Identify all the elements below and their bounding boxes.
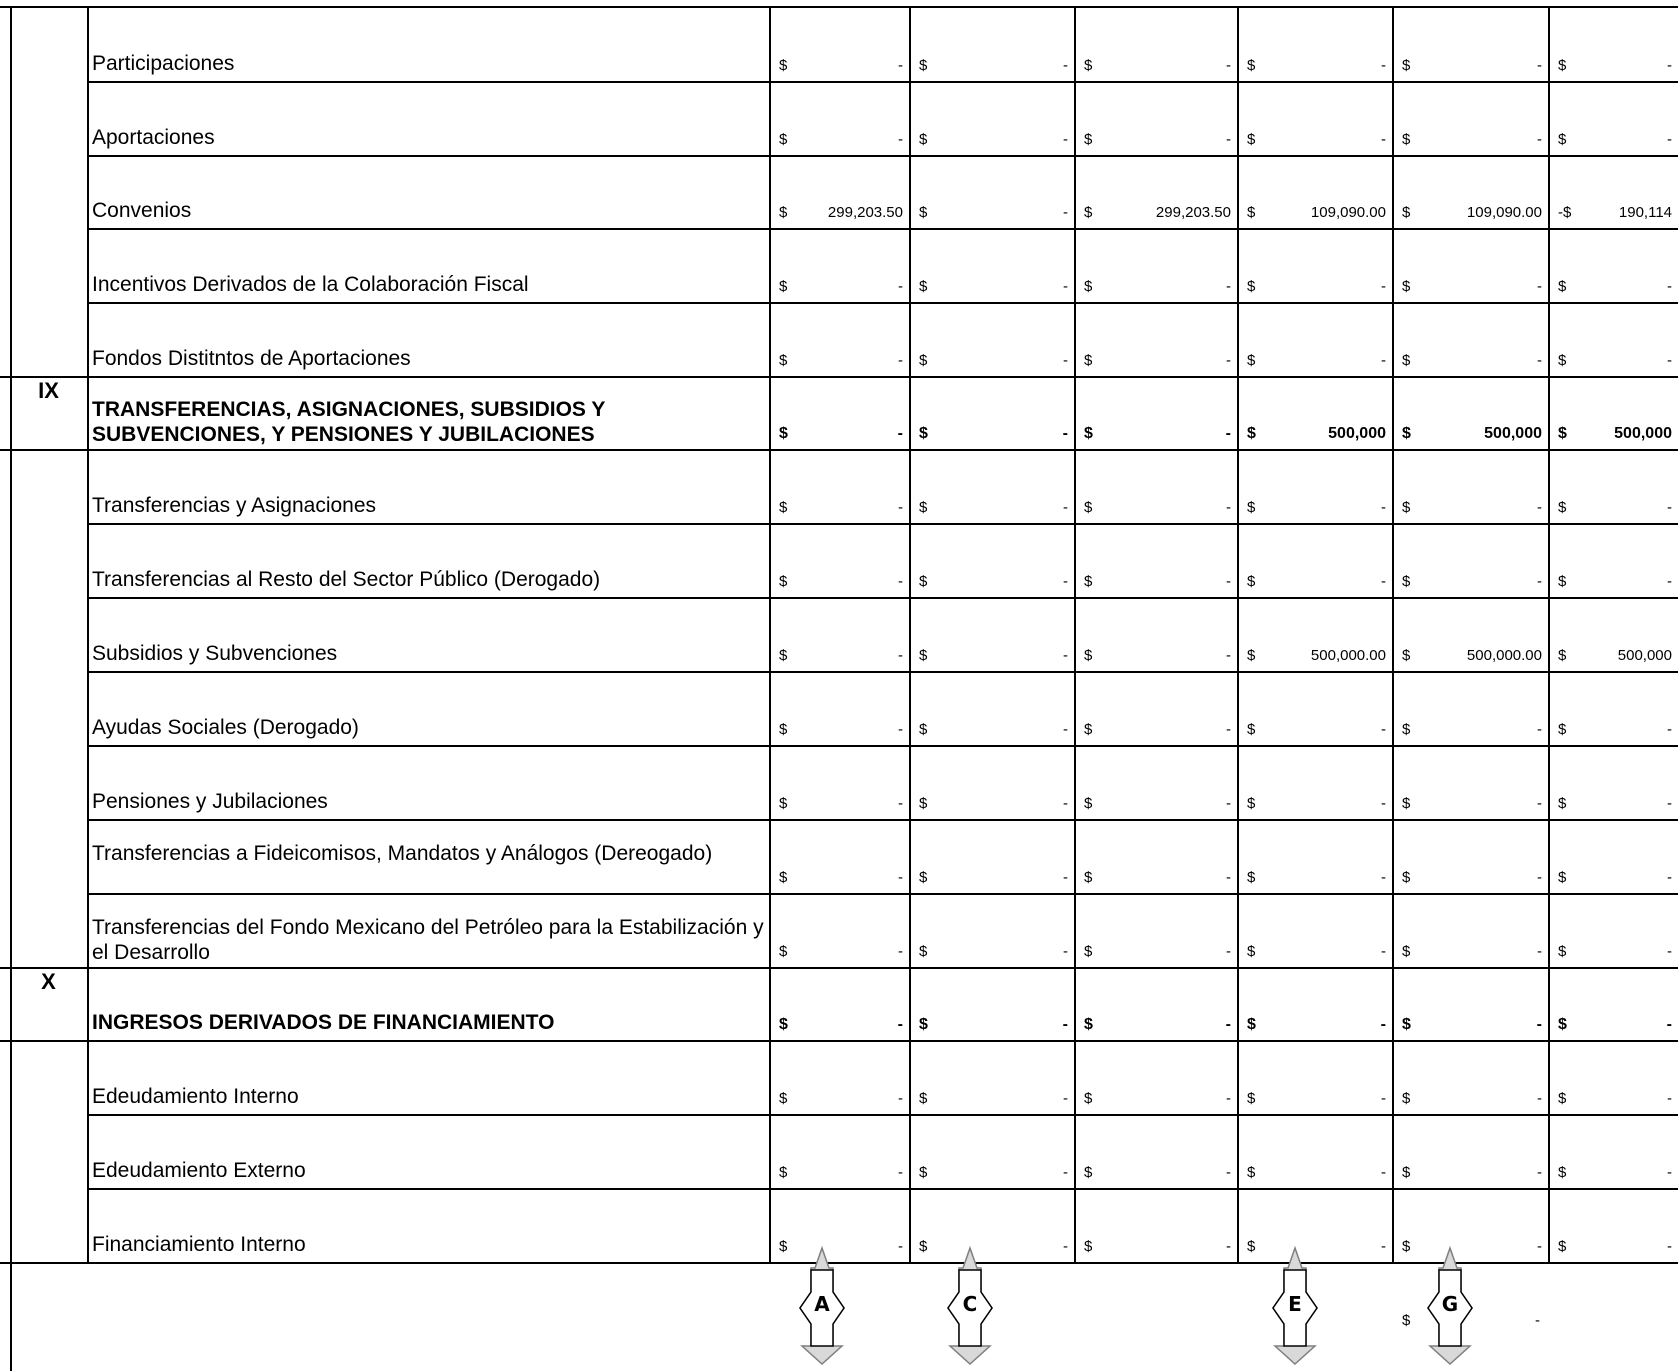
- row-label: Convenios: [92, 199, 192, 222]
- currency-symbol: $: [779, 721, 788, 738]
- currency-symbol: -$: [1558, 204, 1572, 221]
- currency-symbol: $: [1084, 795, 1093, 812]
- currency-symbol: $: [919, 278, 928, 295]
- currency-symbol: $: [1558, 131, 1567, 148]
- currency-symbol: $: [1247, 1016, 1256, 1033]
- cell-amount: -: [1063, 131, 1068, 148]
- cell-amount: -: [1667, 1090, 1672, 1107]
- currency-symbol: $: [1402, 647, 1411, 664]
- column-divider: [87, 6, 89, 1262]
- row-divider: [0, 449, 1678, 451]
- currency-symbol: $: [1247, 57, 1256, 74]
- currency-symbol: $: [1558, 647, 1567, 664]
- cell-amount: -: [898, 278, 903, 295]
- currency-symbol: $: [919, 1016, 928, 1033]
- row-divider: [87, 1114, 1678, 1116]
- cell-amount: -: [1063, 647, 1068, 664]
- cell-amount: -: [898, 1238, 903, 1255]
- cell-amount: -: [1667, 278, 1672, 295]
- currency-symbol: $: [1402, 795, 1411, 812]
- cell-amount: -: [1063, 204, 1068, 221]
- cell-amount: 500,000.00: [1310, 647, 1386, 664]
- cell-amount: -: [898, 943, 903, 960]
- cell-amount: -: [1063, 943, 1068, 960]
- cell-amount: -: [1536, 1016, 1542, 1033]
- currency-symbol: $: [779, 499, 788, 516]
- currency-symbol: $: [919, 204, 928, 221]
- row-divider: [0, 376, 1678, 378]
- cell-amount: -: [1381, 721, 1386, 738]
- cell-amount: -: [1537, 499, 1542, 516]
- cell-amount: -: [1537, 1164, 1542, 1181]
- cell-amount: -: [1667, 1164, 1672, 1181]
- cell-amount: -: [1381, 795, 1386, 812]
- currency-symbol: $: [1558, 1238, 1567, 1255]
- cell-amount: -: [1381, 499, 1386, 516]
- cell-amount: -: [1537, 573, 1542, 590]
- cell-amount: -: [1381, 57, 1386, 74]
- row-label: Transferencias y Asignaciones: [92, 494, 377, 517]
- row-divider: [0, 1040, 1678, 1042]
- cell-amount: -: [897, 425, 903, 442]
- row-divider: [87, 819, 1678, 821]
- row-label: Participaciones: [92, 52, 235, 75]
- row-divider: [0, 6, 1678, 8]
- currency-symbol: $: [1402, 573, 1411, 590]
- currency-symbol: $: [779, 1090, 788, 1107]
- cell-amount: -: [1537, 131, 1542, 148]
- currency-symbol: $: [1084, 1090, 1093, 1107]
- currency-symbol: $: [1558, 57, 1567, 74]
- cell-amount: -: [1537, 1238, 1542, 1255]
- cell-amount: -: [1226, 1164, 1231, 1181]
- row-divider: [87, 523, 1678, 525]
- row-divider: [87, 81, 1678, 83]
- cell-amount: -: [1381, 943, 1386, 960]
- column-marker-a: [787, 1246, 857, 1366]
- row-divider: [87, 745, 1678, 747]
- cell-amount: -: [1063, 573, 1068, 590]
- currency-symbol: $: [779, 131, 788, 148]
- cell-amount: 299,203.50: [827, 204, 903, 221]
- cell-amount: -: [1667, 352, 1672, 369]
- section-number: IX: [38, 378, 59, 403]
- cell-amount: -: [1381, 1090, 1386, 1107]
- currency-symbol: $: [919, 131, 928, 148]
- cell-amount: -: [1225, 425, 1231, 442]
- currency-symbol: $: [779, 57, 788, 74]
- row-divider: [87, 155, 1678, 157]
- currency-symbol: $: [779, 425, 788, 442]
- cell-amount: 500,000: [1617, 647, 1672, 664]
- currency-symbol: $: [1558, 1016, 1567, 1033]
- currency-symbol: $: [779, 943, 788, 960]
- cell-amount: 299,203.50: [1155, 204, 1231, 221]
- cell-amount: -: [1667, 1238, 1672, 1255]
- currency-symbol: $: [1084, 647, 1093, 664]
- cell-amount: -: [898, 647, 903, 664]
- row-divider: [87, 671, 1678, 673]
- currency-symbol: $: [1558, 352, 1567, 369]
- cell-amount: 500,000.00: [1466, 647, 1542, 664]
- currency-symbol: $: [1402, 943, 1411, 960]
- cell-amount: -: [1381, 1238, 1386, 1255]
- cell-amount: -: [1537, 57, 1542, 74]
- row-label: Edeudamiento Interno: [92, 1085, 299, 1108]
- cell-amount: -: [1381, 1164, 1386, 1181]
- cell-amount: -: [1226, 869, 1231, 886]
- currency-symbol: $: [1402, 1238, 1411, 1255]
- column-divider: [1548, 6, 1550, 1262]
- currency-symbol: $: [1558, 1090, 1567, 1107]
- currency-symbol: $: [1558, 1164, 1567, 1181]
- cell-amount: -: [898, 795, 903, 812]
- currency-symbol: $: [1558, 795, 1567, 812]
- currency-symbol: $: [919, 57, 928, 74]
- cell-amount: 500,000: [1328, 425, 1386, 442]
- column-divider: [1074, 6, 1076, 1262]
- marker-letter: C: [962, 1292, 978, 1316]
- cell-amount: -: [1381, 131, 1386, 148]
- currency-symbol: $: [1558, 425, 1567, 442]
- currency-symbol: $: [1402, 352, 1411, 369]
- cell-amount: -: [1063, 721, 1068, 738]
- currency-symbol: $: [1084, 1016, 1093, 1033]
- cell-amount: -: [1537, 795, 1542, 812]
- currency-symbol: $: [919, 647, 928, 664]
- cell-amount: -: [1667, 499, 1672, 516]
- cell-amount: -: [1226, 278, 1231, 295]
- cell-amount: -: [898, 131, 903, 148]
- currency-symbol: $: [1402, 1164, 1411, 1181]
- cell-amount: -: [1226, 647, 1231, 664]
- cell-amount: -: [1063, 1164, 1068, 1181]
- cell-amount: -: [1063, 352, 1068, 369]
- currency-symbol: $: [1402, 869, 1411, 886]
- currency-symbol: $: [1084, 1164, 1093, 1181]
- currency-symbol: $: [779, 278, 788, 295]
- cell-amount: -: [1226, 943, 1231, 960]
- cell-amount: -: [1063, 1238, 1068, 1255]
- currency-symbol: $: [1247, 425, 1256, 442]
- cell-amount: -: [898, 869, 903, 886]
- currency-symbol: $: [1402, 131, 1411, 148]
- cell-amount: -: [898, 721, 903, 738]
- cell-amount: 500,000: [1614, 425, 1672, 442]
- footer-amount: -: [1535, 1312, 1540, 1329]
- marker-letter: A: [814, 1292, 830, 1316]
- cell-amount: -: [898, 1090, 903, 1107]
- cell-amount: 109,090.00: [1466, 204, 1542, 221]
- currency-symbol: $: [779, 869, 788, 886]
- marker-letter: G: [1441, 1292, 1459, 1316]
- cell-amount: 190,114: [1618, 204, 1672, 221]
- cell-amount: -: [1667, 57, 1672, 74]
- cell-amount: -: [1381, 869, 1386, 886]
- cell-amount: -: [898, 499, 903, 516]
- row-label: Incentivos Derivados de la Colaboración Fiscal: [92, 273, 529, 296]
- currency-symbol: $: [1402, 278, 1411, 295]
- currency-symbol: $: [1402, 204, 1411, 221]
- currency-symbol: $: [919, 795, 928, 812]
- row-label: Aportaciones: [92, 126, 215, 149]
- currency-symbol: $: [1558, 721, 1567, 738]
- currency-symbol: $: [779, 1164, 788, 1181]
- cell-amount: -: [1537, 1090, 1542, 1107]
- row-label: Transferencias del Fondo Mexicano del Petróleo para la Estabilización y el Desarrollo: [92, 916, 764, 964]
- row-label: Ayudas Sociales (Derogado): [92, 716, 359, 739]
- column-divider: [769, 6, 771, 1262]
- row-label: Edeudamiento Externo: [92, 1159, 306, 1182]
- currency-symbol: $: [1558, 499, 1567, 516]
- currency-symbol: $: [779, 573, 788, 590]
- cell-amount: -: [1381, 278, 1386, 295]
- currency-symbol: $: [919, 1164, 928, 1181]
- currency-symbol: $: [1247, 943, 1256, 960]
- currency-symbol: $: [919, 499, 928, 516]
- cell-amount: 500,000: [1484, 425, 1542, 442]
- currency-symbol: $: [1247, 204, 1256, 221]
- currency-symbol: $: [1247, 278, 1256, 295]
- column-marker-c: [935, 1246, 1005, 1366]
- currency-symbol: $: [779, 1238, 788, 1255]
- cell-amount: -: [1226, 131, 1231, 148]
- currency-symbol: $: [919, 1090, 928, 1107]
- currency-symbol: $: [1247, 1238, 1256, 1255]
- currency-symbol: $: [1247, 352, 1256, 369]
- currency-symbol: $: [1247, 795, 1256, 812]
- currency-symbol: $: [1084, 1238, 1093, 1255]
- cell-amount: -: [1380, 1016, 1386, 1033]
- row-divider: [87, 1188, 1678, 1190]
- cell-amount: -: [1062, 425, 1068, 442]
- cell-amount: -: [1667, 943, 1672, 960]
- cell-amount: -: [1226, 795, 1231, 812]
- cell-amount: -: [1381, 573, 1386, 590]
- row-label: Pensiones y Jubilaciones: [92, 790, 328, 813]
- cell-amount: -: [1537, 869, 1542, 886]
- cell-amount: -: [1667, 869, 1672, 886]
- currency-symbol: $: [1084, 425, 1093, 442]
- section-number: X: [41, 969, 56, 994]
- row-label: Transferencias a Fideicomisos, Mandatos y Análogos (Dereogado): [92, 842, 713, 865]
- cell-amount: -: [898, 573, 903, 590]
- cell-amount: -: [1667, 131, 1672, 148]
- currency-symbol: $: [779, 204, 788, 221]
- currency-symbol: $: [1084, 204, 1093, 221]
- row-divider: [87, 302, 1678, 304]
- column-divider: [1392, 6, 1394, 1262]
- row-divider: [87, 597, 1678, 599]
- cell-amount: -: [1667, 795, 1672, 812]
- cell-amount: -: [1063, 795, 1068, 812]
- currency-symbol: $: [1247, 869, 1256, 886]
- cell-amount: -: [1537, 943, 1542, 960]
- cell-amount: -: [898, 352, 903, 369]
- currency-symbol: $: [919, 425, 928, 442]
- cell-amount: -: [1063, 499, 1068, 516]
- currency-symbol: $: [779, 795, 788, 812]
- cell-amount: -: [1226, 352, 1231, 369]
- currency-symbol: $: [1084, 278, 1093, 295]
- row-label: Subsidios y Subvenciones: [92, 642, 338, 665]
- currency-symbol: $: [919, 352, 928, 369]
- row-divider: [87, 228, 1678, 230]
- section-heading: INGRESOS DERIVADOS DE FINANCIAMIENTO: [92, 1011, 555, 1034]
- column-divider: [1237, 6, 1239, 1262]
- currency-symbol: $: [1402, 425, 1411, 442]
- currency-symbol: $: [1558, 278, 1567, 295]
- currency-symbol: $: [1084, 499, 1093, 516]
- currency-symbol: $: [1247, 573, 1256, 590]
- currency-symbol: $: [1402, 57, 1411, 74]
- currency-symbol: $: [1558, 573, 1567, 590]
- currency-symbol: $: [1402, 499, 1411, 516]
- column-marker-e: [1260, 1246, 1330, 1366]
- row-label: Financiamiento Interno: [92, 1233, 306, 1256]
- cell-amount: -: [1063, 278, 1068, 295]
- marker-letter: E: [1288, 1292, 1302, 1316]
- cell-amount: -: [1063, 869, 1068, 886]
- cell-amount: -: [1666, 1016, 1672, 1033]
- cell-amount: -: [1062, 1016, 1068, 1033]
- row-divider: [0, 967, 1678, 969]
- cell-amount: -: [1226, 1238, 1231, 1255]
- footer-currency-symbol: $: [1402, 1312, 1411, 1329]
- cell-amount: -: [1381, 352, 1386, 369]
- cell-amount: -: [897, 1016, 903, 1033]
- cell-amount: -: [1537, 278, 1542, 295]
- cell-amount: -: [1226, 573, 1231, 590]
- row-label: Fondos Distitntos de Aportaciones: [92, 347, 411, 370]
- column-marker-g: [1415, 1246, 1485, 1366]
- cell-amount: -: [1667, 573, 1672, 590]
- currency-symbol: $: [919, 1238, 928, 1255]
- cell-amount: -: [1226, 57, 1231, 74]
- cell-amount: -: [1226, 499, 1231, 516]
- currency-symbol: $: [919, 869, 928, 886]
- cell-amount: -: [1667, 721, 1672, 738]
- cell-amount: -: [1226, 1090, 1231, 1107]
- currency-symbol: $: [1084, 352, 1093, 369]
- currency-symbol: $: [1402, 721, 1411, 738]
- cell-amount: -: [1537, 721, 1542, 738]
- column-divider: [10, 6, 12, 1371]
- currency-symbol: $: [1247, 1090, 1256, 1107]
- column-divider: [909, 6, 911, 1262]
- currency-symbol: $: [919, 943, 928, 960]
- cell-amount: -: [1225, 1016, 1231, 1033]
- currency-symbol: $: [779, 352, 788, 369]
- currency-symbol: $: [919, 573, 928, 590]
- currency-symbol: $: [779, 1016, 788, 1033]
- cell-amount: -: [898, 57, 903, 74]
- currency-symbol: $: [919, 721, 928, 738]
- cell-amount: -: [1063, 1090, 1068, 1107]
- cell-amount: -: [1226, 721, 1231, 738]
- currency-symbol: $: [1084, 57, 1093, 74]
- section-heading: TRANSFERENCIAS, ASIGNACIONES, SUBSIDIOS Y SUBVENCIONES, Y PENSIONES Y JUBILACIONES: [92, 398, 606, 446]
- currency-symbol: $: [1247, 131, 1256, 148]
- currency-symbol: $: [1247, 1164, 1256, 1181]
- currency-symbol: $: [1402, 1016, 1411, 1033]
- row-label: Transferencias al Resto del Sector Público (Derogado): [92, 568, 601, 591]
- currency-symbol: $: [1558, 943, 1567, 960]
- currency-symbol: $: [1558, 869, 1567, 886]
- currency-symbol: $: [1084, 943, 1093, 960]
- currency-symbol: $: [1084, 721, 1093, 738]
- currency-symbol: $: [1247, 647, 1256, 664]
- currency-symbol: $: [1247, 499, 1256, 516]
- currency-symbol: $: [1402, 1090, 1411, 1107]
- cell-amount: -: [1063, 57, 1068, 74]
- currency-symbol: $: [779, 647, 788, 664]
- currency-symbol: $: [1247, 721, 1256, 738]
- cell-amount: 109,090.00: [1310, 204, 1386, 221]
- row-divider: [87, 893, 1678, 895]
- cell-amount: -: [898, 1164, 903, 1181]
- cell-amount: -: [1537, 352, 1542, 369]
- currency-symbol: $: [1084, 869, 1093, 886]
- currency-symbol: $: [1084, 573, 1093, 590]
- currency-symbol: $: [1084, 131, 1093, 148]
